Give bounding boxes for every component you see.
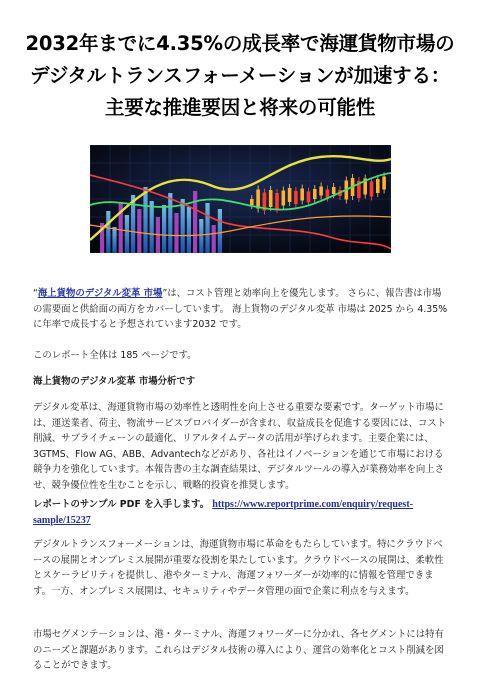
cloud-paragraph: デジタルトランスフォーメーションは、海運貨物市場に革命をもたらしています。特にクラウドベースの展開とオンプレミス展開が重要な役割を果たしています。クラウドベースの展開は、柔軟性とスケーラビリティを提供し、港やターミナル、海運フォワーダーが効率的に情報を管理できます。一方、オンプレミス展開は、セキュリティやデータ管理の面で企業に利点を与えます。 [33,539,444,597]
page-count-note: このレポート全体は 185 ページです。 [33,350,197,361]
stock-chart-image [90,145,391,253]
page-title: 2032年までに4.35%の成長率で海運貨物市場のデジタルトランスフォーメーションが加速する：主要な推進要因と将来の可能性 [25,32,455,119]
sample-label: レポートのサンプル PDF を入手します。 [33,499,209,510]
sample-link[interactable]: https://www.reportprime.com/enquiry/request-sample/15237 [33,499,413,526]
sample-request [33,497,449,537]
article-body [33,286,449,674]
analysis-heading: 海上貨物のデジタル変革 市場分析です [33,376,196,387]
analysis-paragraph: デジタル変革は、海運貨物市場の効率性と透明性を向上させる重要な要素です。ターゲット市場には、運送業者、荷主、物流サービスプロバイダーが含まれ、収益成長を促進する要因には、コスト削減、サプライチェーンの最適化、リアルタイムデータの活用が挙げられます。主要企業には、3GTMS、Flow AG、ABB、Advantechなどがあり、各社はイノベーションを通じて市場における競争力を強化しています。本報告書の主な調査結果は、デジタルツールの導入が業務効率を向上させ、競争優位性を生むことを示し、戦略的投資を推奨します。 [33,402,447,491]
segment-paragraph: 市場セグメンテーションは、港・ターミナル、海運フォワーダーに分かれ、各セグメントには特有のニーズと課題があります。これらはデジタル技術の導入により、運営の効率化とコスト削減を図ることができます。 [33,629,444,672]
stock-chart-icon [90,145,391,253]
intro-paragraph: “海上貨物のデジタル変革 市場”は、コスト管理と効率向上を優先します。 さらに、報告書は市場の需要面と供給面の両方をカバーしています。 海上貨物のデジタル変革 市場は 2025 から 4.35% に年率で成長すると予想されています2032 です。 [33,288,448,331]
market-link[interactable]: 海上貨物のデジタル変革 市場 [37,288,163,299]
